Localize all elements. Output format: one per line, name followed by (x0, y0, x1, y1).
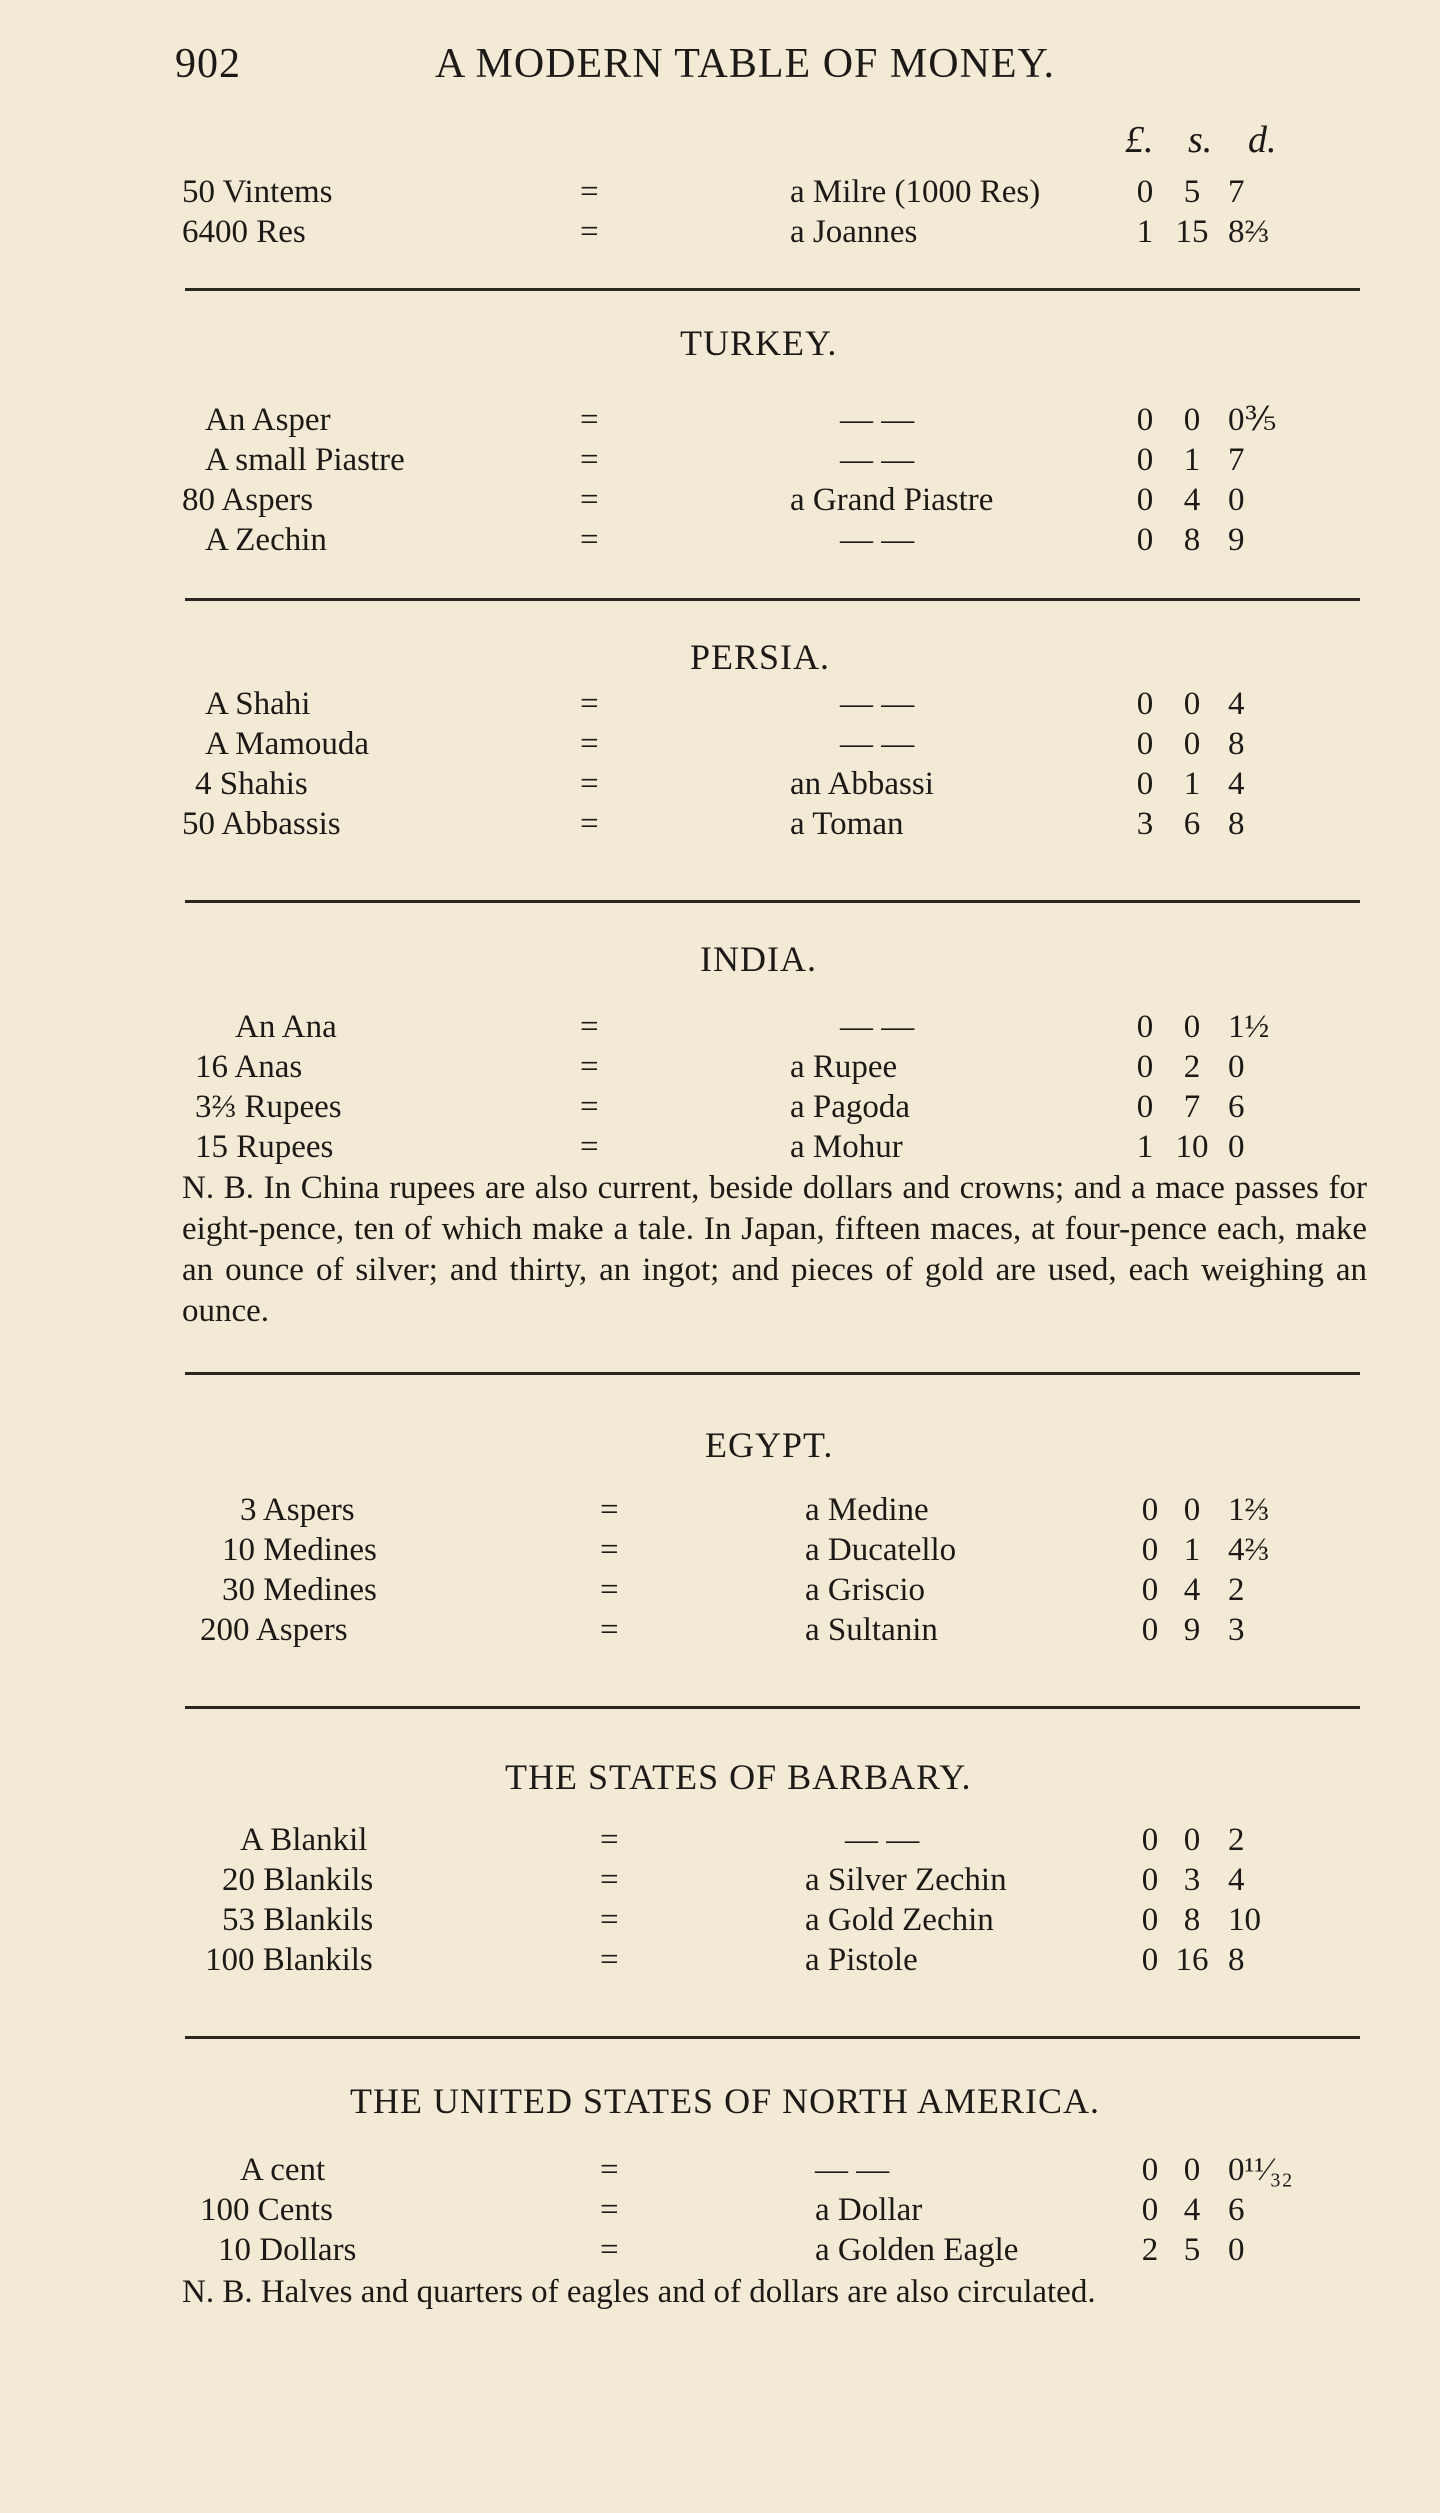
india-note (182, 1168, 1367, 1332)
table-row (0, 1005, 1440, 1049)
table-row (0, 682, 1440, 726)
row-pence: 8 (1228, 726, 1245, 762)
row-pounds: 1 (1136, 214, 1154, 250)
row-equals: = (600, 2232, 619, 2268)
row-pounds: 2 (1141, 2232, 1159, 2268)
row-shillings: 15 (1175, 214, 1209, 250)
pence-header: d. (1248, 119, 1277, 161)
row-shillings: 6 (1183, 806, 1201, 842)
row-equals: = (580, 522, 599, 558)
row-rhs: an Abbassi (790, 766, 934, 802)
row-lhs: 80 Aspers (182, 482, 314, 518)
row-equals: = (600, 1902, 619, 1938)
table-row (0, 398, 1440, 442)
row-rhs: a Silver Zechin (805, 1862, 1007, 1898)
row-pounds: 0 (1136, 442, 1154, 478)
row-lhs: A Zechin (205, 522, 327, 558)
row-rhs: — — (840, 442, 915, 478)
row-shillings: 4 (1183, 482, 1201, 518)
row-pounds: 0 (1141, 2152, 1159, 2188)
row-pounds: 0 (1136, 482, 1154, 518)
row-rhs: — — (815, 2152, 890, 2188)
row-pence: 0 (1228, 1049, 1245, 1085)
row-equals: = (600, 1942, 619, 1978)
row-lhs: 50 Vintems (182, 174, 333, 210)
table-row (0, 1085, 1440, 1129)
row-lhs: 53 Blankils (222, 1902, 374, 1938)
row-equals: = (600, 1492, 619, 1528)
row-equals: = (600, 1862, 619, 1898)
row-rhs: a Grand Piastre (790, 482, 994, 518)
row-lhs: A Blankil (240, 1822, 368, 1858)
row-pence: 4 (1228, 686, 1245, 722)
row-shillings: 5 (1183, 174, 1201, 210)
row-equals: = (600, 1532, 619, 1568)
row-rhs: a Medine (805, 1492, 929, 1528)
row-pounds: 0 (1141, 1902, 1159, 1938)
row-pounds: 0 (1141, 1822, 1159, 1858)
row-rhs: a Golden Eagle (815, 2232, 1019, 2268)
table-row (0, 2188, 1440, 2232)
row-pence: 1⅔ (1228, 1492, 1270, 1528)
shillings-header: s. (1188, 119, 1213, 161)
row-pounds: 1 (1136, 1129, 1154, 1165)
row-lhs: 15 Rupees (195, 1129, 334, 1165)
section-divider (185, 288, 1360, 291)
row-shillings: 0 (1183, 686, 1201, 722)
row-lhs: 30 Medines (222, 1572, 377, 1608)
row-shillings: 1 (1183, 766, 1201, 802)
row-rhs: — — (840, 402, 915, 438)
row-equals: = (580, 214, 599, 250)
row-shillings: 0 (1183, 1492, 1201, 1528)
row-pence: 8 (1228, 1942, 1245, 1978)
row-pounds: 0 (1136, 1049, 1154, 1085)
row-pence: 9 (1228, 522, 1245, 558)
row-equals: = (580, 1129, 599, 1165)
usa-note (182, 2272, 1367, 2313)
row-pence: 4 (1228, 1862, 1245, 1898)
row-pounds: 0 (1136, 766, 1154, 802)
table-row (0, 802, 1440, 846)
table-row (0, 438, 1440, 482)
row-pounds: 0 (1136, 1009, 1154, 1045)
table-row (0, 1818, 1440, 1862)
row-pence: 0 (1228, 1129, 1245, 1165)
table-row (0, 1125, 1440, 1169)
table-row (0, 722, 1440, 766)
table-row (0, 210, 1440, 254)
row-pounds: 0 (1141, 1532, 1159, 1568)
section-divider (185, 900, 1360, 903)
row-pence: 8 (1228, 806, 1245, 842)
row-pence: 4 (1228, 766, 1245, 802)
row-lhs: 16 Anas (195, 1049, 303, 1085)
table-row (0, 518, 1440, 562)
row-equals: = (580, 442, 599, 478)
row-lhs: 6400 Res (182, 214, 306, 250)
row-pounds: 0 (1136, 174, 1154, 210)
row-equals: = (580, 766, 599, 802)
table-row (0, 1608, 1440, 1652)
row-rhs: a Rupee (790, 1049, 898, 1085)
table-row (0, 478, 1440, 522)
row-lhs: A cent (240, 2152, 326, 2188)
row-pence: 0¹¹⁄₃₂ (1228, 2152, 1293, 2188)
row-lhs: 10 Dollars (218, 2232, 357, 2268)
page-number: 902 (175, 41, 241, 87)
row-shillings: 0 (1183, 2152, 1201, 2188)
row-pounds: 0 (1136, 726, 1154, 762)
row-shillings: 8 (1183, 522, 1201, 558)
row-shillings: 9 (1183, 1612, 1201, 1648)
row-rhs: a Pagoda (790, 1089, 911, 1125)
row-equals: = (580, 402, 599, 438)
row-shillings: 10 (1175, 1129, 1209, 1165)
row-pence: 8⅔ (1228, 214, 1270, 250)
table-row (0, 2148, 1440, 2192)
row-pence: 1½ (1228, 1009, 1270, 1045)
row-shillings: 7 (1183, 1089, 1201, 1125)
section-title-usa: THE UNITED STATES OF NORTH AMERICA. (350, 2081, 1100, 2121)
row-lhs: A Mamouda (205, 726, 370, 762)
row-pounds: 0 (1136, 1089, 1154, 1125)
row-rhs: a Pistole (805, 1942, 918, 1978)
row-shillings: 3 (1183, 1862, 1201, 1898)
row-equals: = (600, 1822, 619, 1858)
section-title-egypt: EGYPT. (705, 1425, 834, 1465)
row-pounds: 0 (1141, 1492, 1159, 1528)
row-lhs: An Ana (235, 1009, 337, 1045)
row-equals: = (580, 1089, 599, 1125)
row-shillings: 0 (1183, 402, 1201, 438)
row-equals: = (580, 686, 599, 722)
row-shillings: 16 (1175, 1942, 1209, 1978)
row-shillings: 4 (1183, 2192, 1201, 2228)
row-equals: = (580, 174, 599, 210)
row-lhs: 3 Aspers (240, 1492, 355, 1528)
section-divider (185, 1706, 1360, 1709)
row-rhs: a Ducatello (805, 1532, 957, 1568)
table-row (0, 1858, 1440, 1902)
section-title-turkey: TURKEY. (680, 323, 838, 363)
row-pounds: 0 (1141, 1612, 1159, 1648)
row-rhs: — — (840, 522, 915, 558)
table-row (0, 1528, 1440, 1572)
row-shillings: 0 (1183, 1009, 1201, 1045)
row-shillings: 0 (1183, 1822, 1201, 1858)
section-title-persia: PERSIA. (690, 637, 831, 677)
row-equals: = (580, 726, 599, 762)
row-pence: 2 (1228, 1572, 1245, 1608)
row-pounds: 0 (1136, 522, 1154, 558)
row-rhs: a Toman (790, 806, 904, 842)
row-pence: 0⅗ (1228, 402, 1277, 438)
row-pence: 3 (1228, 1612, 1245, 1648)
row-pence: 2 (1228, 1822, 1245, 1858)
row-equals: = (580, 482, 599, 518)
row-pence: 10 (1228, 1902, 1261, 1938)
row-rhs: — — (840, 1009, 915, 1045)
row-rhs: — — (840, 726, 915, 762)
row-lhs: A Shahi (205, 686, 311, 722)
table-row (0, 1045, 1440, 1089)
row-shillings: 1 (1183, 442, 1201, 478)
row-shillings: 0 (1183, 726, 1201, 762)
row-pence: 7 (1228, 442, 1245, 478)
row-shillings: 1 (1183, 1532, 1201, 1568)
row-pounds: 0 (1136, 402, 1154, 438)
table-row (0, 170, 1440, 214)
row-equals: = (580, 806, 599, 842)
row-pence: 4⅔ (1228, 1532, 1270, 1568)
row-rhs: a Dollar (815, 2192, 923, 2228)
row-equals: = (600, 1612, 619, 1648)
row-rhs: a Griscio (805, 1572, 926, 1608)
row-pounds: 0 (1141, 1942, 1159, 1978)
row-pounds: 0 (1141, 2192, 1159, 2228)
row-lhs: 100 Cents (200, 2192, 333, 2228)
section-divider (185, 1372, 1360, 1375)
row-lhs: 4 Shahis (195, 766, 308, 802)
row-equals: = (580, 1049, 599, 1085)
table-row (0, 1568, 1440, 1612)
table-row (0, 1938, 1440, 1982)
row-equals: = (600, 2192, 619, 2228)
table-row (0, 762, 1440, 806)
row-pence: 6 (1228, 2192, 1245, 2228)
running-head (175, 40, 1365, 92)
row-lhs: A small Piastre (205, 442, 405, 478)
table-row (0, 1488, 1440, 1532)
row-pence: 0 (1228, 2232, 1245, 2268)
row-rhs: — — (840, 686, 915, 722)
section-divider (185, 598, 1360, 601)
usa-note-text: N. B. Halves and quarters of eagles and of dollars are also circulated. (182, 2274, 1096, 2310)
section-title-india: INDIA. (700, 939, 817, 979)
row-lhs: 200 Aspers (200, 1612, 348, 1648)
row-pence: 6 (1228, 1089, 1245, 1125)
row-pounds: 3 (1136, 806, 1154, 842)
row-pounds: 0 (1141, 1572, 1159, 1608)
row-lhs: 100 Blankils (205, 1942, 373, 1978)
row-pence: 7 (1228, 174, 1245, 210)
row-equals: = (600, 1572, 619, 1608)
row-shillings: 2 (1183, 1049, 1201, 1085)
row-shillings: 5 (1183, 2232, 1201, 2268)
row-rhs: a Gold Zechin (805, 1902, 994, 1938)
row-lhs: 50 Abbassis (182, 806, 341, 842)
row-lhs: 3⅔ Rupees (195, 1089, 342, 1125)
section-divider (185, 2036, 1360, 2039)
page-title: A MODERN TABLE OF MONEY. (435, 41, 1055, 87)
row-equals: = (580, 1009, 599, 1045)
row-pounds: 0 (1136, 686, 1154, 722)
row-pounds: 0 (1141, 1862, 1159, 1898)
table-row (0, 2228, 1440, 2272)
row-shillings: 8 (1183, 1902, 1201, 1938)
row-lhs: 20 Blankils (222, 1862, 374, 1898)
row-rhs: a Sultanin (805, 1612, 938, 1648)
india-note-text: N. B. In China rupees are also current, beside dollars and crowns; and a mace passes for eight-pence, ten of which make a tale. In Japan, fifteen maces, at four-pence each, make an ounce of silver; and thirty, an ingot; and pieces of gold are used, each weighing an ounce. (182, 1170, 1367, 1329)
row-shillings: 4 (1183, 1572, 1201, 1608)
pounds-header: £. (1125, 119, 1154, 161)
row-pence: 0 (1228, 482, 1245, 518)
row-equals: = (600, 2152, 619, 2188)
row-rhs: a Joannes (790, 214, 918, 250)
row-rhs: — — (845, 1822, 920, 1858)
row-lhs: 10 Medines (222, 1532, 377, 1568)
row-lhs: An Asper (205, 402, 331, 438)
row-rhs: a Mohur (790, 1129, 903, 1165)
table-row (0, 1898, 1440, 1942)
section-title-barbary: THE STATES OF BARBARY. (505, 1757, 972, 1797)
row-rhs: a Milre (1000 Res) (790, 174, 1041, 210)
